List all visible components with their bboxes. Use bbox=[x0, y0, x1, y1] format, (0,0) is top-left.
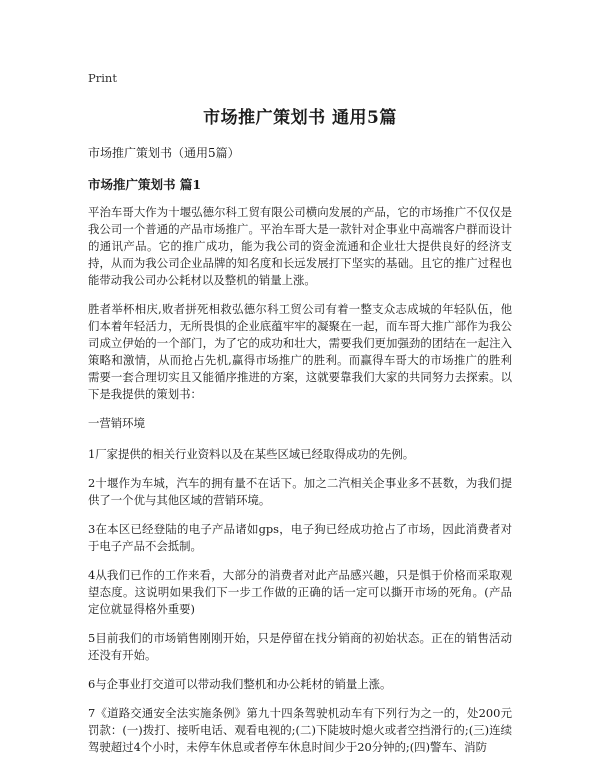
paragraph-point-2: 2十堰作为车城，汽车的拥有量不在话下。加之二汽相关企事业多不甚数，为我们提供了一个优与其他区域的营销环境。 bbox=[88, 476, 512, 507]
document-subtitle: 市场推广策划书（通用5篇） bbox=[88, 146, 240, 160]
paragraph-heading-environment: 一营销环境 bbox=[88, 416, 145, 430]
paragraph-point-4: 4从我们已作的工作来看，大部分的消费者对此产品感兴趣，只是惧于价格而采取观望态度。这说明如果我们下一步工作做的正确的话一定可以撕开市场的死角。(产品定位就显得格外重要) bbox=[88, 568, 512, 616]
paragraph-point-6: 6与企事业打交道可以带动我们整机和办公耗材的销量上涨。 bbox=[88, 677, 392, 691]
paragraph-team: 胜者举杯相庆,败者拼死相救弘德尔科工贸公司有着一整支众志成城的年轻队伍，他们本着年轻活力，无所畏惧的企业底蕴牢牢的凝聚在一起，而车哥大推广部作为我公司成立伊始的一个部门，为了它的成功和壮大，需要我们更加强劲的团结在一起注入策略和激情，从而抢占先机,赢得市场推广的胜利。而赢得车哥大的市场推广的胜利需要一套合理切实且又能循序推进的方案，这就要靠我们大家的共同努力去探索。以下是我提供的策划书： bbox=[88, 302, 512, 401]
section-heading: 市场推广策划书 篇1 bbox=[88, 177, 202, 192]
paragraph-point-1: 1厂家提供的相关行业资料以及在某些区域已经取得成功的先例。 bbox=[88, 447, 415, 461]
paragraph-point-3: 3在本区已经登陆的电子产品诸如gps，电子狗已经成功抢占了市场，因此消费者对于电子产品不会抵制。 bbox=[88, 522, 512, 553]
document-title: 市场推广策划书 通用5篇 bbox=[203, 108, 397, 128]
paragraph-intro: 平治车哥大作为十堰弘德尔科工贸有限公司横向发展的产品，它的市场推广不仅仅是我公司一个普通的产品市场推广。平治车哥大是一款针对企事业中高端客户群而设计的通讯产品。它的推广成功，能为我公司的资金流通和企业壮大提供良好的经济支持，从而为我公司企业品牌的知名度和长远发展打下坚实的基础。且它的推广过程也能带动我公司办公耗材以及整机的销量上涨。 bbox=[88, 205, 512, 287]
paragraph-point-7: 7《道路交通安全法实施条例》第九十四条驾驶机动车有下列行为之一的，处200元罚款：(一)拨打、接听电话、观看电视的;(二)下陡坡时熄火或者空挡滑行的;(三)连续驾驶超过4个小时，未停车休息或者停车休息时间少于20分钟的;(四)警车、消防 bbox=[88, 706, 512, 754]
print-label: Print bbox=[88, 71, 117, 85]
paragraph-point-5: 5目前我们的市场销售刚刚开始，只是停留在找分销商的初始状态。正在的销售活动还没有开始。 bbox=[88, 631, 512, 662]
